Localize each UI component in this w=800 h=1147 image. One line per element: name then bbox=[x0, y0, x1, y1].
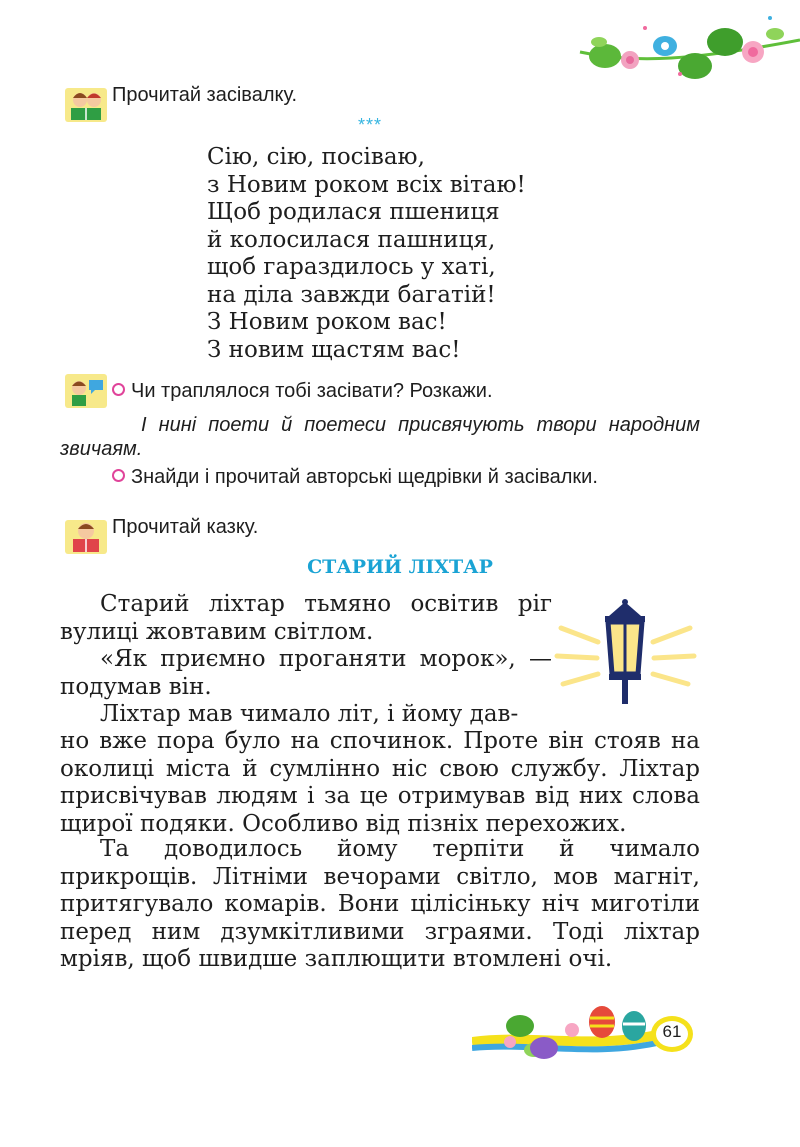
poem-line: з Новим роком всіх вітаю! bbox=[207, 171, 526, 198]
tale-paragraph: Старий ліхтар тьмяно освітив ріг вулиці жовтавим світлом. bbox=[60, 591, 552, 645]
question-sowing-text: Чи траплялося тобі засівати? Розкажи. bbox=[131, 380, 493, 402]
bullet-icon bbox=[112, 383, 125, 396]
question-sowing bbox=[112, 380, 493, 403]
note-poets: І нині поети й поетеси присвячують твори народним звичаям. bbox=[60, 414, 700, 460]
poem-line: Сію, сію, посіваю, bbox=[207, 144, 425, 170]
poem-line: Щоб родилася пшениця bbox=[207, 199, 500, 225]
bullet-icon bbox=[112, 469, 125, 482]
tale-paragraph: Та доводилось йому терпіти й чимало прикрощів. Літніми вечорами світло, мов магніт, притягувало комарів. Вони цілісіньку ніч миготіли перед ним дзумкітливими зграями. Тоді ліхтар мріяв, щоб швидше заплющити втомлені очі. bbox=[60, 836, 700, 972]
task-find-author-works bbox=[112, 466, 598, 489]
tale-paragraph: «Як приємно проганяти морок», — подумав він. bbox=[60, 646, 552, 700]
tale-paragraph: Ліхтар мав чимало літ, і йому дав- bbox=[100, 701, 519, 727]
poem-line: на діла завжди багатій! bbox=[207, 281, 496, 308]
floral-decoration-top bbox=[575, 12, 800, 90]
poem-line: й колосилася пашниця, bbox=[207, 226, 496, 253]
task-read-tale: Прочитай казку. bbox=[112, 516, 259, 538]
poem-separator: *** bbox=[358, 115, 383, 135]
page-number: 61 bbox=[662, 1022, 682, 1041]
reading-boy-icon bbox=[63, 516, 109, 556]
poem-line: щоб гараздилось у хаті, bbox=[207, 254, 496, 280]
street-lantern-illustration bbox=[553, 598, 698, 706]
tale-paragraph: но вже пора було на спочинок. Проте він стояв на околиці міста й сумлінно ніс свою службу. Ліхтар присвічував людям і за це отримував від них слова щирої подяки. Особливо від пізніх перехожих. bbox=[60, 728, 700, 837]
task-read-zasivalka: Прочитай засівалку. bbox=[112, 84, 298, 106]
reading-children-icon bbox=[63, 84, 109, 124]
poem bbox=[207, 144, 526, 364]
poem-line: З Новим роком вас! bbox=[207, 309, 447, 335]
tale-title: СТАРИЙ ЛІХТАР bbox=[307, 556, 493, 578]
poem-line: З новим щастям вас! bbox=[207, 336, 461, 363]
find-author-works-text: Знайди і прочитай авторські щедрівки й засівалки. bbox=[131, 466, 598, 488]
conversation-icon bbox=[63, 370, 109, 410]
